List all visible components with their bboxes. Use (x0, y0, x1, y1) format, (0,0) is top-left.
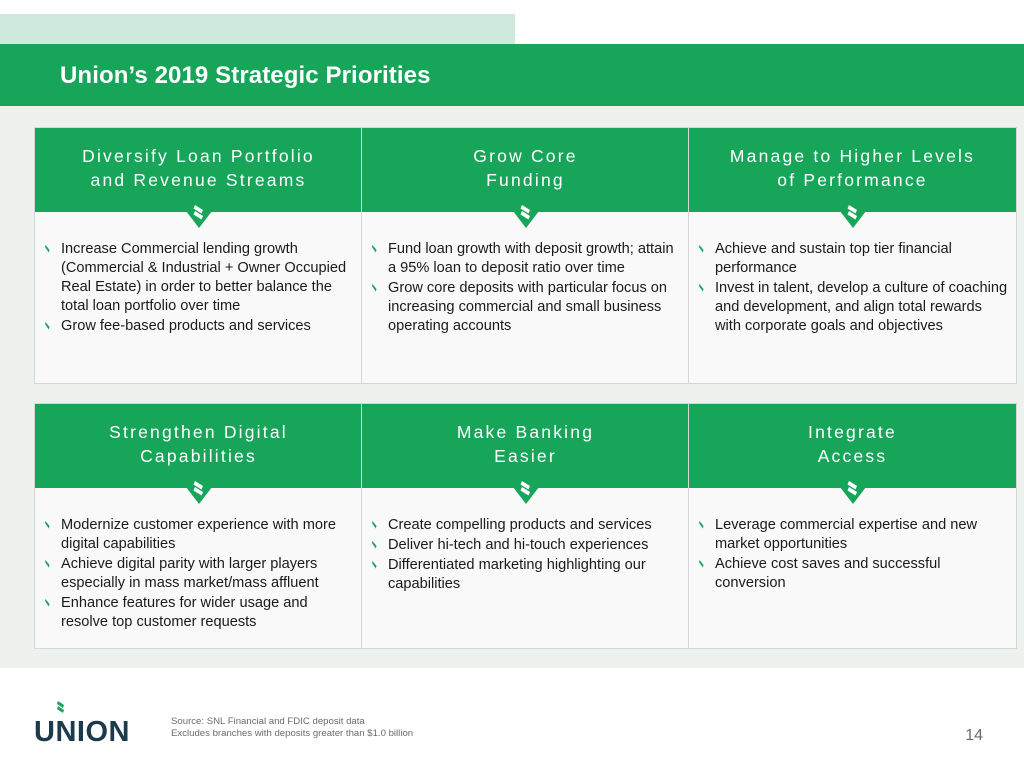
union-leaf-icon (176, 474, 222, 510)
bullet-text: Invest in talent, develop a culture of coaching and development, and align total rewards with corporate goals and objectives (715, 280, 1008, 334)
footnote (171, 716, 413, 740)
bullet-text: Achieve digital parity with larger players especially in mass market/mass affluent (61, 556, 319, 591)
bullet-item (61, 516, 354, 554)
priority-card (361, 127, 690, 384)
leaf-bullet-icon (699, 283, 705, 293)
bullet-text: Create compelling products and services (388, 517, 652, 533)
leaf-bullet-icon (699, 244, 705, 254)
leaf-bullet-icon (45, 520, 51, 530)
source-note: Source: SNL Financial and FDIC deposit data (171, 716, 365, 727)
leaf-bullet-icon (372, 540, 378, 550)
bullet-item (715, 240, 1008, 278)
leaf-bullet-icon (45, 559, 51, 569)
logo-leaf-icon (57, 701, 64, 713)
bullet-text: Deliver hi-tech and hi-touch experiences (388, 537, 649, 553)
bullet-text: Achieve cost saves and successful conversion (715, 556, 941, 591)
bullet-item (388, 556, 681, 594)
bullet-item (61, 240, 354, 316)
bullet-text: Achieve and sustain top tier financial performance (715, 241, 952, 276)
union-leaf-icon (503, 198, 549, 234)
priority-card (688, 403, 1017, 649)
bullet-text: Grow fee-based products and services (61, 318, 311, 334)
leaf-bullet-icon (699, 559, 705, 569)
bullet-text: Leverage commercial expertise and new market opportunities (715, 517, 978, 552)
card-heading: Make Banking Easier (456, 422, 595, 466)
bullet-item (388, 516, 681, 535)
leaf-bullet-icon (372, 244, 378, 254)
union-leaf-icon (830, 198, 876, 234)
union-leaf-icon (176, 198, 222, 234)
leaf-bullet-icon (45, 244, 51, 254)
bullet-item (61, 594, 354, 632)
priority-card (34, 127, 363, 384)
bullet-text: Differentiated marketing highlighting our capabilities (388, 557, 646, 592)
bullet-text: Grow core deposits with particular focus on increasing commercial and small business operating accounts (388, 280, 668, 334)
union-logo (34, 700, 146, 744)
page-number: 14 (965, 727, 983, 744)
header-accent-tab (0, 14, 515, 44)
bullet-item (715, 516, 1008, 554)
leaf-bullet-icon (699, 520, 705, 530)
leaf-bullet-icon (45, 321, 51, 331)
leaf-bullet-icon (372, 560, 378, 570)
union-leaf-icon (503, 474, 549, 510)
leaf-bullet-icon (372, 520, 378, 530)
card-heading: Manage to Higher Levels of Performance (729, 146, 976, 190)
leaf-bullet-icon (45, 598, 51, 608)
bullet-item (388, 536, 681, 555)
bullet-text: Increase Commercial lending growth (Commercial & Industrial + Owner Occupied Real Estate) in order to better balance the total loan portfolio over time (61, 241, 347, 314)
bullet-item (715, 279, 1008, 336)
logo-text: UNION (34, 716, 130, 744)
page-title: Union’s 2019 Strategic Priorities (60, 62, 431, 89)
leaf-bullet-icon (372, 283, 378, 293)
card-heading: Strengthen Digital Capabilities (109, 422, 288, 466)
card-heading: Grow Core Funding (473, 146, 578, 190)
union-leaf-icon (830, 474, 876, 510)
priority-card (361, 403, 690, 649)
bullet-text: Modernize customer experience with more digital capabilities (61, 517, 336, 552)
bullet-item (388, 240, 681, 278)
bullet-item (61, 317, 354, 336)
card-heading: Integrate Access (808, 422, 897, 466)
priority-card (34, 403, 363, 649)
bullet-item (715, 555, 1008, 593)
priority-card (688, 127, 1017, 384)
exclusion-note: Excludes branches with deposits greater than $1.0 billion (171, 728, 414, 739)
title-bar (0, 44, 1024, 106)
bullet-item (388, 279, 681, 336)
bullet-text: Fund loan growth with deposit growth; attain a 95% loan to deposit ratio over time (388, 241, 674, 276)
bullet-text: Enhance features for wider usage and resolve top customer requests (61, 595, 308, 630)
bullet-item (61, 555, 354, 593)
card-heading: Diversify Loan Portfolio and Revenue Streams (82, 146, 315, 190)
